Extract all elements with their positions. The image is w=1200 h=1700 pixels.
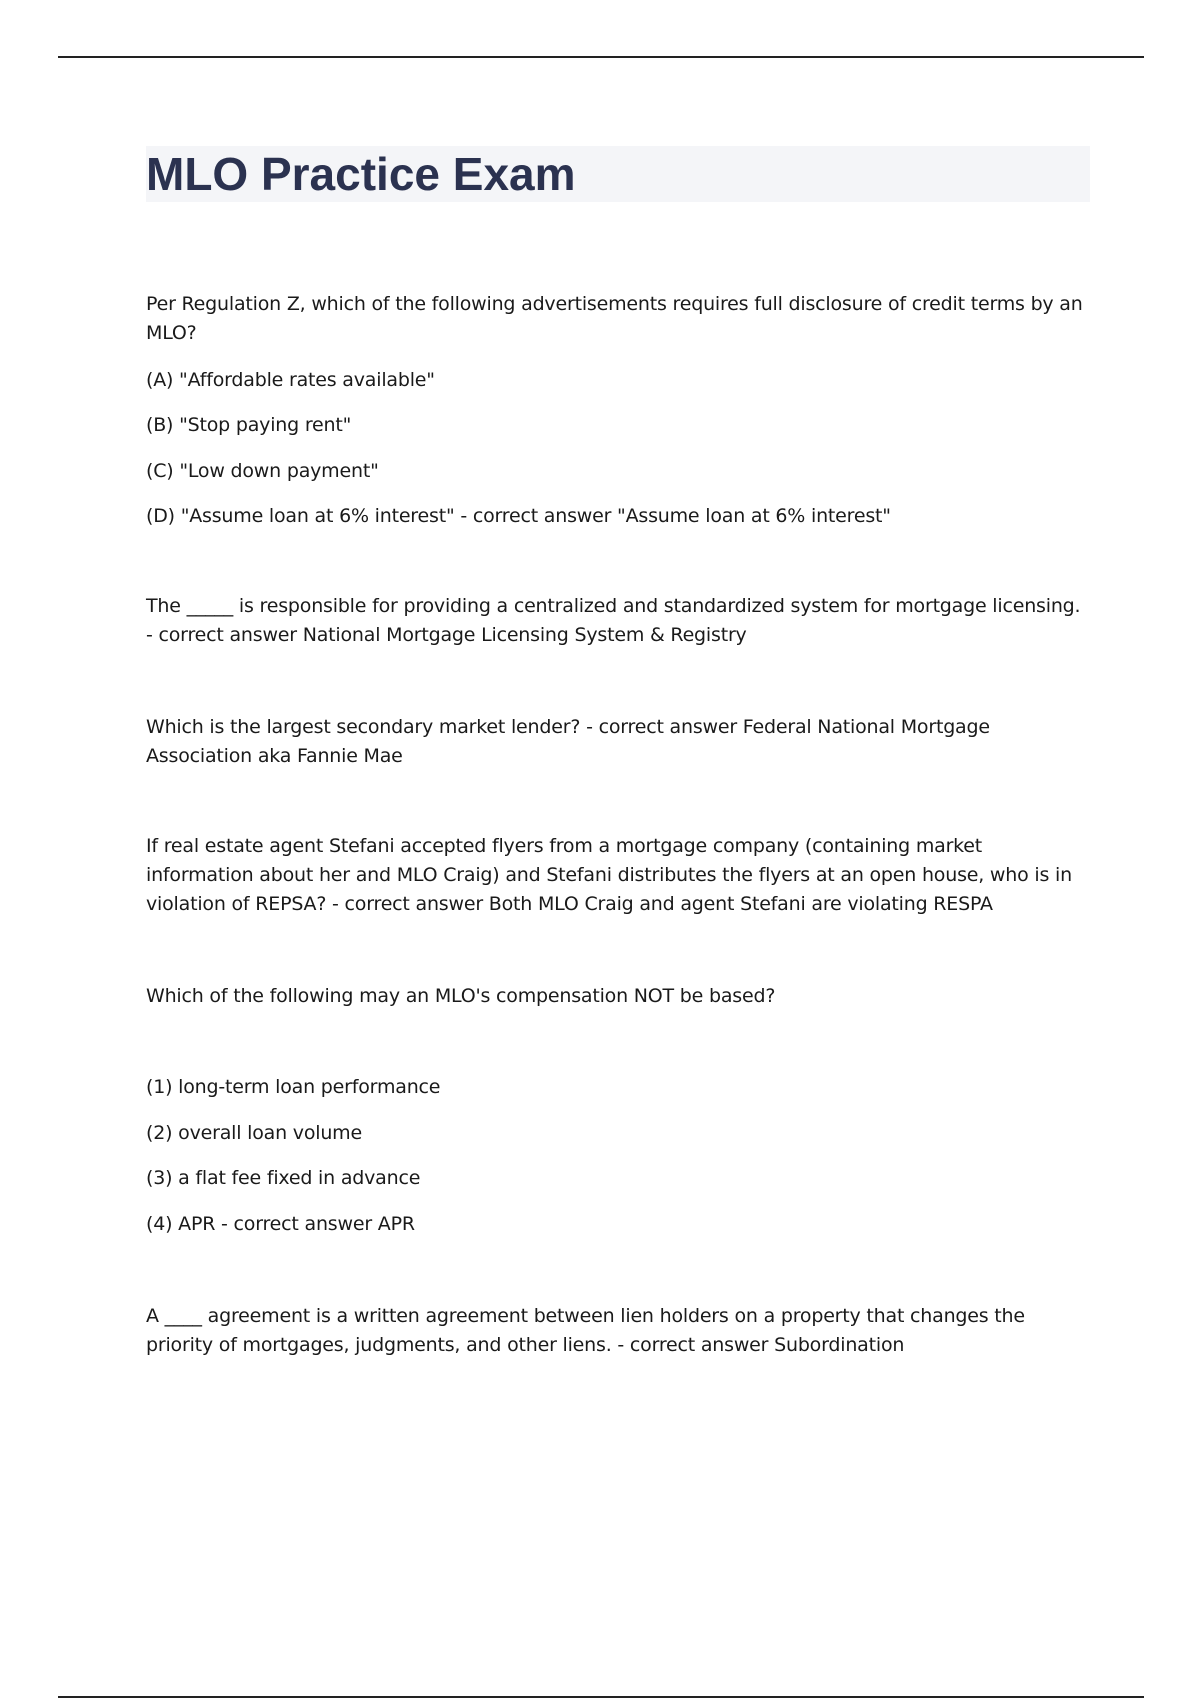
question-5-prompt: Which of the following may an MLO's compensation NOT be based? (146, 985, 776, 1007)
question-1-option-a: (A) "Affordable rates available" (146, 369, 435, 391)
question-5-option-2: (2) overall loan volume (146, 1122, 362, 1144)
question-1-option-d: (D) "Assume loan at 6% interest" - correct answer "Assume loan at 6% interest" (146, 505, 891, 527)
question-5-option-3: (3) a flat fee fixed in advance (146, 1167, 421, 1189)
question-1-prompt: Per Regulation Z, which of the following advertisements requires full disclosure of credit terms by an MLO? (146, 293, 1083, 344)
top-rule (58, 56, 1144, 58)
page-title: MLO Practice Exam (146, 148, 576, 200)
question-3-prompt: Which is the largest secondary market lender? - correct answer Federal National Mortgage Association aka Fannie Mae (146, 716, 990, 767)
question-5-option-4: (4) APR - correct answer APR (146, 1213, 415, 1235)
question-1-option-b: (B) "Stop paying rent" (146, 414, 352, 436)
question-2-prompt: The _____ is responsible for providing a centralized and standardized system for mortgage licensing. - correct answer National Mortgage Licensing System & Registry (146, 595, 1081, 646)
bottom-rule (58, 1696, 1144, 1698)
question-1-option-c: (C) "Low down payment" (146, 460, 379, 482)
question-6-prompt: A ____ agreement is a written agreement between lien holders on a property that changes the priority of mortgages, judgments, and other liens. - correct answer Subordination (146, 1305, 1025, 1356)
question-4-prompt: If real estate agent Stefani accepted flyers from a mortgage company (containing market information about her and MLO Craig) and Stefani distributes the flyers at an open house, who is in violation of REPSA? - correct answer Both MLO Craig and agent Stefani are violating RESPA (146, 835, 1072, 915)
question-5-option-1: (1) long-term loan performance (146, 1076, 441, 1098)
